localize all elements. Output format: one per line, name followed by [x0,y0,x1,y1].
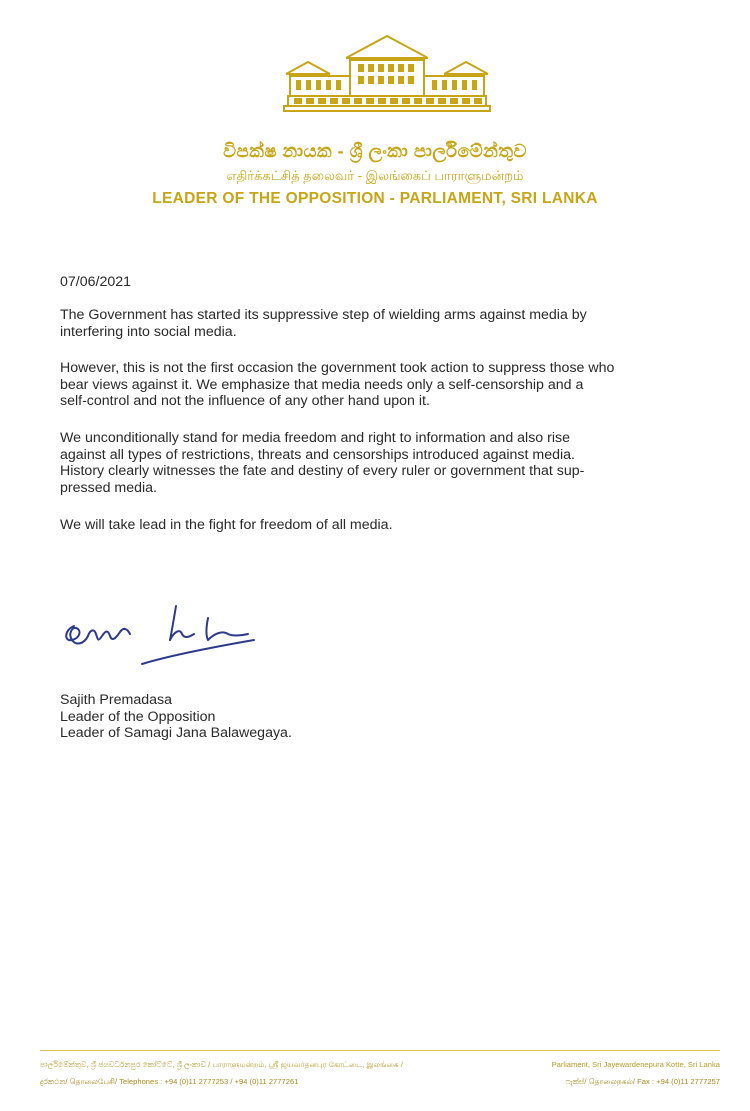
text-line: The Government has started its suppressive step of wielding arms against media by [60,307,587,323]
text-line: History clearly witnesses the fate and destiny of every ruler or government that sup- [60,463,585,480]
letterhead [0,0,750,215]
telephone-label-local: දුරකථන/ தொலைபேசி/ [40,1077,118,1086]
footer-divider [40,1050,720,1051]
text-line: pressed media. [60,479,157,496]
text-line: bear views against it. We emphasize that media needs only a self-censorship and a [60,376,584,393]
signatory-name: Sajith Premadasa [60,692,172,708]
telephone-label: Telephones : [119,1077,163,1086]
text-line: against all types of restrictions, threats and censorships introduced against media. [60,446,575,463]
paragraph-1 [60,307,700,340]
parliament-building-icon [282,34,492,114]
text-line: self-control and not the influence of any other hand upon it. [60,393,430,410]
footer-contacts [40,1077,720,1087]
text-line: We unconditionally stand for media freedom and right to information and also rise [60,430,570,446]
footer-fax [565,1077,720,1087]
signatory-title: Leader of Samagi Jana Balawegaya. [60,725,292,742]
text-line: However, this is not the first occasion the government took action to suppress those who [60,360,615,376]
fax-label: Fax : [637,1077,655,1086]
footer-address-local: පාර්ලිමේන්තුව, ශ්‍රී ජයවර්ධනපුර කෝට්ටේ, ශ්‍රී ලංකාව / பாராளுமன்றம், ஸ்ரீ ஜயவர்தனபுர கோட்டை, இலங்கை / [40,1060,403,1069]
footer-telephones [40,1077,298,1087]
footer-address [40,1060,720,1070]
handwritten-signature [58,600,258,670]
letterhead-english-title: LEADER OF THE OPPOSITION - PARLIAMENT, SRI LANKA [152,190,598,207]
footer-address-english: Parliament, Sri Jayewardenepura Kotte, Sri Lanka [551,1060,720,1069]
letterhead-tamil-title: எதிர்க்கட்சித் தலைவர் - இலங்கைப் பாராளுமன்றம் [226,168,524,183]
telephone-numbers: +94 (0)11 2777253 / +94 (0)11 2777261 [164,1077,299,1086]
paragraph-4 [60,517,700,534]
text-line: interfering into social media. [60,323,237,340]
fax-label-local: ෆැක්ස්/ தொலைநகல்/ [565,1077,636,1086]
fax-number: +94 (0)11 2777257 [656,1077,720,1086]
signatory-title: Leader of the Opposition [60,708,216,725]
paragraph-3 [60,430,700,496]
text-line: We will take lead in the fight for freedom of all media. [60,517,393,533]
letterhead-sinhala-title: විපක්ෂ නායක - ශ්‍රී ලංකා පාර්ලිමේන්තුව [223,141,527,161]
letter-date: 07/06/2021 [60,274,132,290]
signature-block [60,692,292,742]
paragraph-2 [60,360,700,410]
